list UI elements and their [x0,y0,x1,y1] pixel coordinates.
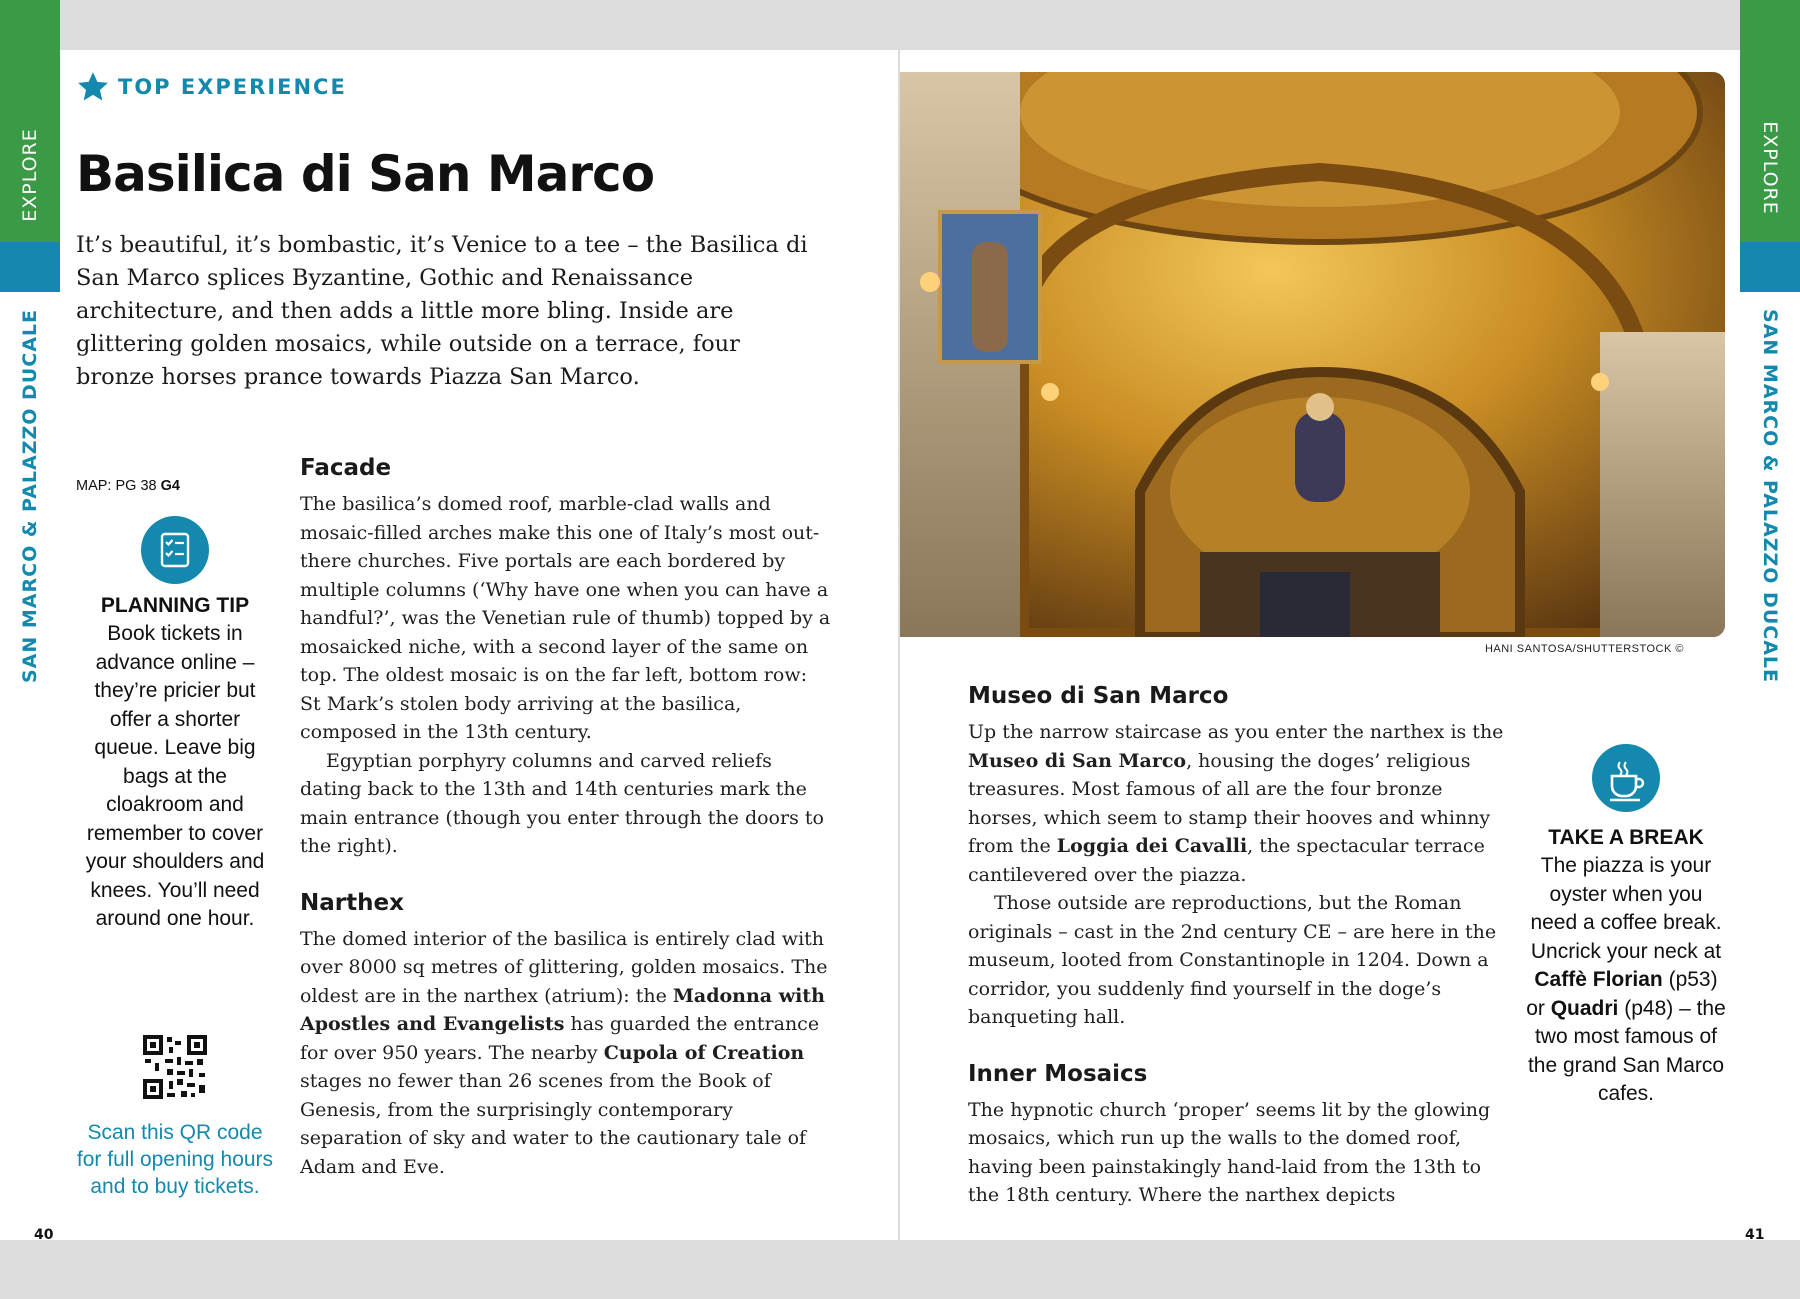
map-ref-label: MAP: PG 38 [76,478,157,494]
page-title: Basilica di San Marco [76,145,655,203]
spine-section-label: SAN MARCO & PALAZZO DUCALE [1759,309,1781,683]
page-number-left: 40 [34,1227,54,1243]
loggia-name: Loggia dei Cavalli [1056,835,1248,857]
planning-tip-title: PLANNING TIP [100,594,250,617]
spine-blue-block [1740,242,1800,292]
caffe-florian-name: Caffè Florian [1534,968,1663,991]
planning-tip-body: Book tickets in advance online – they’re pricier but offer a shorter queue. Leave big bags at the cloakroom and remember to cover your shoulders and knees. You’ll need around one hour. [85,622,265,930]
qr-box [76,1035,274,1200]
narthex-heading: Narthex [300,889,404,916]
star-icon [76,70,110,104]
page-number-right: 41 [1745,1227,1765,1243]
museo-heading: Museo di San Marco [968,683,1229,709]
quadri-name: Quadri [1550,996,1619,1020]
qr-code-icon[interactable] [143,1035,207,1099]
inner-mosaics-heading: Inner Mosaics [968,1060,1148,1087]
kicker-label: TOP EXPERIENCE [118,75,347,99]
spine-section-label: SAN MARCO & PALAZZO DUCALE [19,309,41,683]
spine-blue-block [0,242,60,292]
right-spine-tab [1740,0,1800,1299]
map-reference [76,478,180,494]
inner-mosaics-paragraph: The hypnotic church ‘proper’ seems lit by the glowing mosaics, which run up the walls to the domed roof, having been painstakingly hand-laid from the 13th to the 18th century. Where the narthex depicts [968,1098,1491,1206]
planning-tip-box [76,516,274,934]
narthex-paragraph: The domed interior of the basilica is entirely clad with over 8000 sq metres of glittering, golden mosaics. The oldest are in the narthex (atrium): the Madonna with Apostles and Evangelists has guarded the entrance for over 950 years. The nearby Cupola of Creation stages no fewer than 26 scenes from the Book of Genesis, from the surprisingly contemporary separation of sky and water to the cautionary tale of Adam and Eve. [300,927,828,1178]
photo-credit: HANI SANTOSA/SHUTTERSTOCK © [1484,643,1684,655]
left-spine-tab [0,0,60,1299]
facade-paragraph-2: Egyptian porphyry columns and carved reliefs dating back to the 13th and 14th centuries mark the main entrance (though you enter through the doors to the right). [300,749,824,857]
take-a-break-body: The piazza is your oyster when you need a coffee break. Uncrick your neck at Caffè Florian (p53) or Quadri (p48) – the two most famous of the grand San Marco cafes. [1526,854,1726,1105]
map-ref-grid: G4 [160,478,180,494]
cupola-creation-name: Cupola of Creation [603,1041,805,1064]
museo-paragraph-2: Those outside are reproductions, but the Roman originals – cast in the 2nd century CE – are here in the museum, looted from Constantinople in 1204. Down a corridor, you suddenly find yourself in the doge’s banqueting hall. [968,892,1497,1028]
facade-paragraph-1: The basilica’s domed roof, marble-clad walls and mosaic-filled arches make this one of Italy’s most out-there churches. Five portals are each bordered by multiple columns (‘Why have one when you can have a handful?’, was the Venetian rule of thumb) topped by a mosaicked niche, with a second layer of the same on top. The oldest mosaic is on the far left, bottom row: St Mark’s stolen body arriving at the basilica, composed in the 13th century. [300,493,831,743]
museo-name: Museo di San Marco [968,749,1187,772]
coffee-cup-icon [1592,744,1660,812]
museo-section [968,682,1508,1210]
spine-explore-label: EXPLORE [1759,121,1781,215]
spine-explore-label: EXPLORE [19,128,41,222]
checklist-icon [141,516,209,584]
take-a-break-title: TAKE A BREAK [1548,826,1704,849]
madonna-mosaic-name: Madonna with Apostles and Evangelists [300,984,825,1035]
facade-section [300,454,832,1181]
intro-paragraph: It’s beautiful, it’s bombastic, it’s Venice to a tee – the Basilica di San Marco splices Byzantine, Gothic and Renaissance architecture, and then adds a little more bling. Inside are glittering golden mosaics, while outside on a terrace, four bronze horses prance towards Piazza San Marco. [76,232,808,390]
museo-paragraph-1: Up the narrow staircase as you enter the narthex is the Museo di San Marco, housing the doges’ religious treasures. Most famous of all are the four bronze horses, which seem to stamp their hooves and whinny from the Loggia dei Cavalli, the spectacular terrace cantilevered over the piazza. [968,721,1504,886]
facade-heading: Facade [300,455,392,481]
top-experience-kicker [76,70,347,104]
basilica-interior-photo [900,72,1725,637]
qr-caption: Scan this QR code for full opening hours and to buy tickets. [76,1121,274,1198]
take-a-break-box [1524,744,1728,1109]
